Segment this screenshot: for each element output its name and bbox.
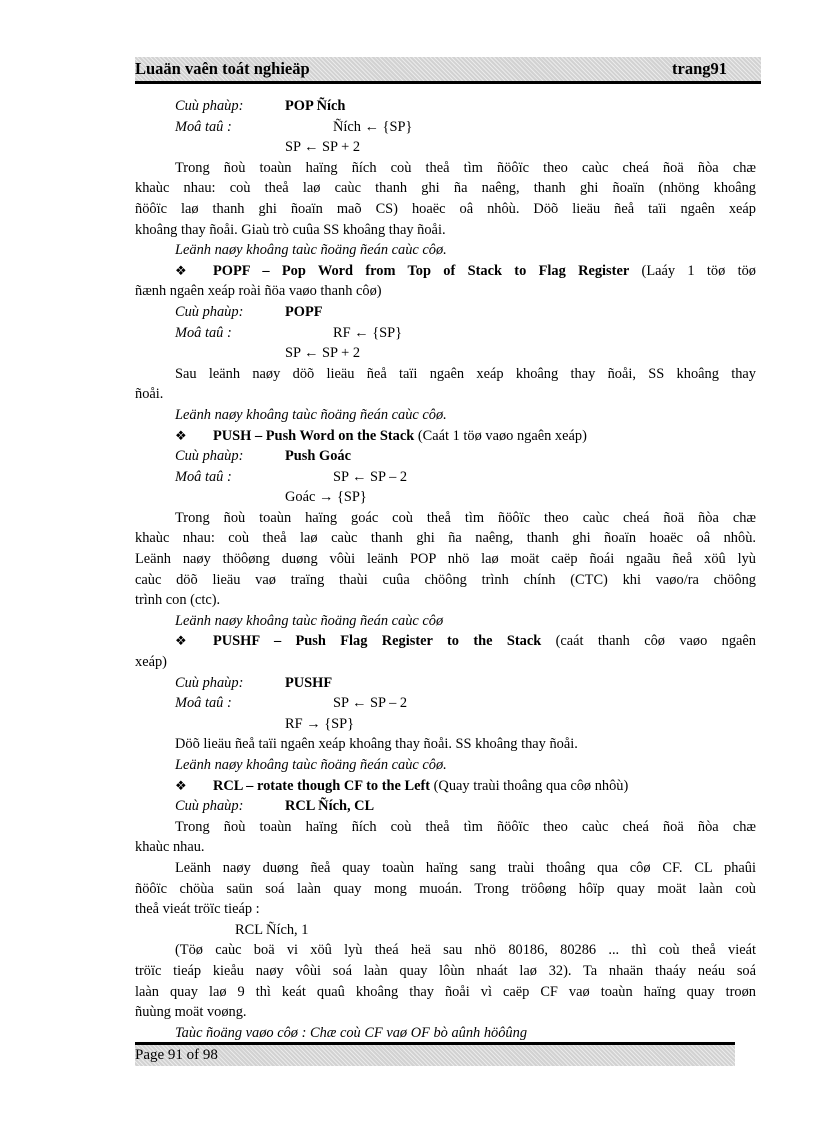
line-text: khaùc nhau: coù theå laø caùc thanh ghi ña naêng, thanh ghi ñoaïn hoaëc oâ nhôù. <box>135 530 756 547</box>
syntax-value: RCL Ñích, CL <box>285 798 375 815</box>
text-line <box>135 261 756 282</box>
page-label: trang91 <box>672 59 727 78</box>
text-line <box>135 940 756 961</box>
text-line <box>135 982 756 1003</box>
syntax-value: POPF <box>285 303 323 320</box>
line-text: khaùc nhau. <box>135 839 205 856</box>
page-header <box>135 57 761 81</box>
line-text: SP ← SP + 2 <box>285 345 361 362</box>
line-text: caùc döõ lieäu vaø traïng thaùi cuûa chöông trình chính (CTC) khi vaøo/ra chöông <box>135 571 756 588</box>
text-line <box>135 858 756 879</box>
line-text: RF ← {SP} <box>333 324 403 341</box>
text-line <box>135 137 756 158</box>
text-line <box>135 508 756 529</box>
line-text: ñöôïc chöùa saün soá laàn quay mong muoán. Trong tröôøng hôïp quay moät laàn coù <box>135 880 756 897</box>
field-label: Moâ taû : <box>175 468 232 485</box>
page-number: Page 91 of 98 <box>135 1047 218 1063</box>
text-line <box>135 796 756 817</box>
line-text: Trong ñoù toaùn haïng goác coù theå tìm ñöôïc theo caùc cheá ñoä ñòa chæ <box>175 509 756 526</box>
line-text: laàn quay laø 9 thì keát quaû khoâng thay ñoåi vì caëp CF vaø toaùn haïng quay troøn <box>135 983 756 1000</box>
line-text: Goác → {SP} <box>285 489 367 506</box>
text-line <box>135 158 756 179</box>
syntax-value: POP Ñích <box>285 98 346 114</box>
line-text: Taùc ñoäng vaøo côø : Chæ coù CF vaø OF bò aûnh höôûng <box>175 1024 528 1041</box>
text-line <box>135 837 756 858</box>
text-line <box>135 281 756 302</box>
text-line <box>135 776 756 797</box>
line-text: xeáp) <box>135 654 167 671</box>
text-line <box>135 323 756 344</box>
bullet-icon: ❖ <box>175 777 187 793</box>
field-label: Cuù phaùp: <box>175 98 244 114</box>
line-text: Trong ñoù toaùn haïng ñích coù theå tìm ñöôïc theo caùc cheá ñoä ñòa chæ <box>175 159 756 176</box>
text-line <box>135 364 756 385</box>
text-line <box>135 302 756 323</box>
text-line <box>135 817 756 838</box>
text-line <box>135 920 756 941</box>
line-text: khoâng thay ñoåi. Giaù trò cuûa SS khoâng thay ñoåi. <box>135 221 446 238</box>
document-title: Luaän vaên toát nghieäp <box>135 59 310 78</box>
text-line <box>135 487 756 508</box>
line-text: Leänh naøy khoâng taùc ñoäng ñeán caùc côø. <box>175 242 447 259</box>
bullet-icon: ❖ <box>175 633 187 649</box>
text-line <box>135 631 756 652</box>
line-text: ñöôïc laø thanh ghi ñoaïn maõ CS) hoaëc oâ nhôù. Döõ lieäu ñeå taïi ngaên xeáp <box>135 200 756 217</box>
text-line <box>135 117 756 138</box>
line-text: khaùc nhau: coù theå laø caùc thanh ghi ña naêng, thanh ghi ñoaïn (nhöng khoâng <box>135 180 756 197</box>
line-text: Leänh naøy thöôøng duøng vôùi leänh POP nhö laø moät caëp ñoái ngaãu ñeå xöû lyù <box>135 551 756 568</box>
field-label: Cuù phaùp: <box>175 674 244 691</box>
syntax-value: Push Goác <box>285 448 351 465</box>
line-text: Leänh naøy duøng ñeå quay toaùn haïng sang traùi thoâng qua côø CF. CL phaûi <box>175 859 756 876</box>
line-text: SP ← SP – 2 <box>333 468 408 485</box>
line-text: trình con (ctc). <box>135 592 221 609</box>
line-text: SP ← SP – 2 <box>333 695 408 712</box>
instruction-heading: PUSH – Push Word on the Stack <box>213 427 415 444</box>
text-line <box>135 1023 756 1044</box>
text-line <box>135 220 756 241</box>
line-text: (Caát 1 töø vaøo ngaên xeáp) <box>414 427 587 444</box>
line-text: (Quay traùi thoâng qua côø nhôù) <box>430 777 629 794</box>
text-line <box>135 467 756 488</box>
text-line <box>135 178 756 199</box>
line-text: Leänh naøy khoâng taùc ñoäng ñeán caùc côø. <box>175 757 447 773</box>
line-text: ñoåi. <box>135 386 164 403</box>
syntax-value: PUSHF <box>285 674 333 691</box>
line-text: Ñích ← {SP} <box>333 118 413 135</box>
line-text: ñænh ngaên xeáp roài ñöa vaøo thanh côø) <box>135 283 382 300</box>
text-line <box>135 652 756 673</box>
bullet-icon: ❖ <box>175 427 187 443</box>
line-text: (Laáy 1 töø töø <box>629 262 756 279</box>
text-line <box>135 611 756 632</box>
text-line <box>135 343 756 364</box>
line-text: ñuùng moät voøng. <box>135 1004 247 1021</box>
text-line <box>135 879 756 900</box>
text-line <box>135 755 756 776</box>
text-line <box>135 528 756 549</box>
field-label: Moâ taû : <box>175 324 232 341</box>
text-line <box>135 590 756 611</box>
line-text: Leänh naøy khoâng taùc ñoäng ñeán caùc côø. <box>175 406 447 423</box>
text-line <box>135 714 756 735</box>
field-label: Cuù phaùp: <box>175 798 244 815</box>
footer-rule <box>135 1042 735 1045</box>
line-text: RCL Ñích, 1 <box>235 921 309 938</box>
text-line <box>135 734 756 755</box>
instruction-heading: POPF – Pop Word from Top of Stack to Flag Register <box>213 262 630 279</box>
text-line <box>135 405 756 426</box>
field-label: Cuù phaùp: <box>175 448 244 465</box>
line-text: Sau leänh naøy döõ lieäu ñeå taïi ngaên xeáp khoâng thay ñoåi, SS khoâng thay <box>175 365 756 382</box>
line-text: (Töø caùc boä vi xöû lyù theá heä sau nhö 80186, 80286 ... thì coù theå vieát <box>175 942 756 959</box>
line-text: RF → {SP} <box>285 715 355 732</box>
field-label: Moâ taû : <box>175 118 232 135</box>
document-body <box>135 96 756 1043</box>
text-line <box>135 899 756 920</box>
field-label: Cuù phaùp: <box>175 303 244 320</box>
text-line <box>135 693 756 714</box>
field-label: Moâ taû : <box>175 695 232 712</box>
line-text: tröïc tieáp kieåu naøy vôùi soá laàn quay lôùn nhaát laø 32). Ta nhaän thaáy neáu soá <box>135 962 756 979</box>
text-line <box>135 673 756 694</box>
text-line <box>135 384 756 405</box>
text-line <box>135 961 756 982</box>
line-text: Trong ñoù toaùn haïng ñích coù theå tìm ñöôïc theo caùc cheá ñoä ñòa chæ <box>175 818 756 835</box>
text-line <box>135 549 756 570</box>
line-text: (caát thanh côø vaøo ngaên <box>541 633 756 650</box>
text-line <box>135 1002 756 1023</box>
line-text: theå vieát tröïc tieáp : <box>135 901 260 918</box>
text-line <box>135 240 756 261</box>
text-line <box>135 570 756 591</box>
line-text: Döõ lieäu ñeå taïi ngaên xeáp khoâng thay ñoåi. SS khoâng thay ñoåi. <box>175 736 578 753</box>
text-line <box>135 96 756 117</box>
text-line <box>135 446 756 467</box>
text-line <box>135 426 756 447</box>
header-rule <box>135 81 761 84</box>
instruction-heading: PUSHF – Push Flag Register to the Stack <box>213 633 542 650</box>
text-line <box>135 199 756 220</box>
bullet-icon: ❖ <box>175 262 187 278</box>
page-footer <box>135 1042 735 1066</box>
instruction-heading: RCL – rotate though CF to the Left <box>213 777 431 794</box>
line-text: Leänh naøy khoâng taùc ñoäng ñeán caùc côø <box>175 612 444 629</box>
line-text: SP ← SP + 2 <box>285 139 361 156</box>
